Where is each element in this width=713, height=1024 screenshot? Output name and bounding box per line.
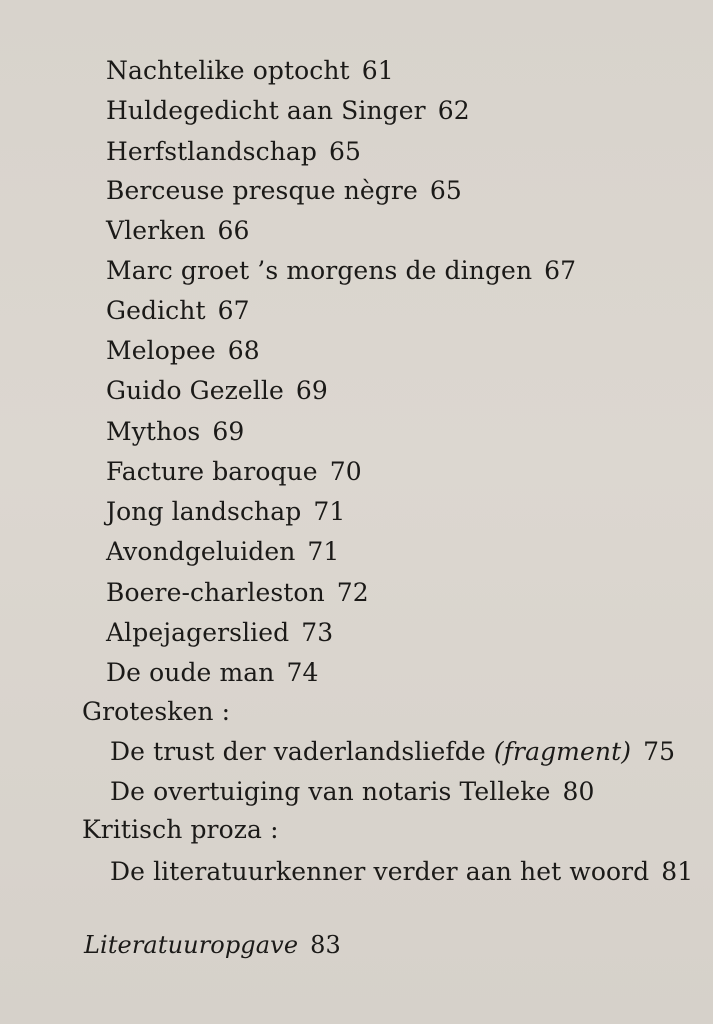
entry-page: 65: [329, 137, 362, 166]
entry-page: 73: [301, 618, 334, 647]
toc-entry: [106, 457, 362, 487]
entry-page: 74: [286, 658, 319, 687]
entry-page: 69: [212, 417, 245, 446]
entry-title: Marc groet ’s morgens de dingen: [106, 256, 533, 285]
entry-page: 61: [361, 56, 394, 85]
entry-title: Guido Gezelle: [106, 376, 284, 405]
entry-title: Melopee: [106, 336, 216, 365]
toc-entry: [106, 537, 339, 567]
entry-page: 83: [310, 931, 341, 959]
entry-page: 66: [217, 216, 250, 245]
entry-title: Literatuuropgave: [84, 931, 299, 959]
entry-title: Nachtelike optocht: [106, 56, 350, 85]
entry-page: 69: [295, 376, 328, 405]
entry-page: 62: [437, 96, 470, 125]
entry-title: De trust der vaderlandsliefde: [110, 737, 486, 766]
entry-title: Boere-charleston: [106, 578, 325, 607]
entry-page: 80: [562, 777, 595, 806]
toc-entry: [106, 417, 244, 447]
toc-entry: [106, 296, 250, 326]
entry-title: Huldegedicht aan Singer: [106, 96, 426, 125]
entry-page: 65: [429, 176, 462, 205]
toc-entry-literatuur: [84, 930, 341, 960]
entry-page: 72: [336, 578, 369, 607]
toc-entry: [106, 658, 319, 688]
toc-entry: [110, 777, 594, 807]
entry-title: De literatuurkenner verder aan het woord: [110, 857, 650, 886]
toc-entry: [106, 256, 576, 286]
entry-title: Vlerken: [106, 216, 206, 245]
toc-entry: [110, 737, 675, 767]
toc-entry: [110, 857, 693, 887]
entry-title: Facture baroque: [106, 457, 318, 486]
entry-note: (fragment): [493, 737, 632, 766]
entry-title: Gedicht: [106, 296, 206, 325]
section-heading-grotesken: Grotesken :: [82, 697, 231, 726]
entry-title: Mythos: [106, 417, 201, 446]
entry-page: 81: [661, 857, 694, 886]
toc-entry: [106, 216, 250, 246]
entry-title: Avondgeluiden: [106, 537, 296, 566]
toc-entry: [106, 336, 260, 366]
toc-entry: [106, 176, 462, 206]
entry-title: Herfstlandschap: [106, 137, 318, 166]
entry-page: 75: [643, 737, 676, 766]
entry-title: Berceuse presque nègre: [106, 176, 418, 205]
toc-entry: [106, 56, 394, 86]
entry-page: 67: [544, 256, 577, 285]
section-heading-kritisch: Kritisch proza :: [82, 815, 279, 844]
toc-entry: [106, 376, 328, 406]
entry-page: 71: [307, 537, 340, 566]
entry-page: 68: [227, 336, 260, 365]
toc-entry: [106, 96, 470, 126]
entry-page: 70: [329, 457, 362, 486]
entry-title: De oude man: [106, 658, 275, 687]
toc-entry: [106, 618, 333, 648]
entry-page: 67: [217, 296, 250, 325]
entry-title: De overtuiging van notaris Telleke: [110, 777, 551, 806]
toc-entry: [106, 497, 345, 527]
toc-entry: [106, 578, 369, 608]
entry-title: Jong landschap: [106, 497, 302, 526]
entry-title: Alpejagerslied: [106, 618, 290, 647]
entry-page: 71: [313, 497, 346, 526]
toc-entry: [106, 137, 361, 167]
